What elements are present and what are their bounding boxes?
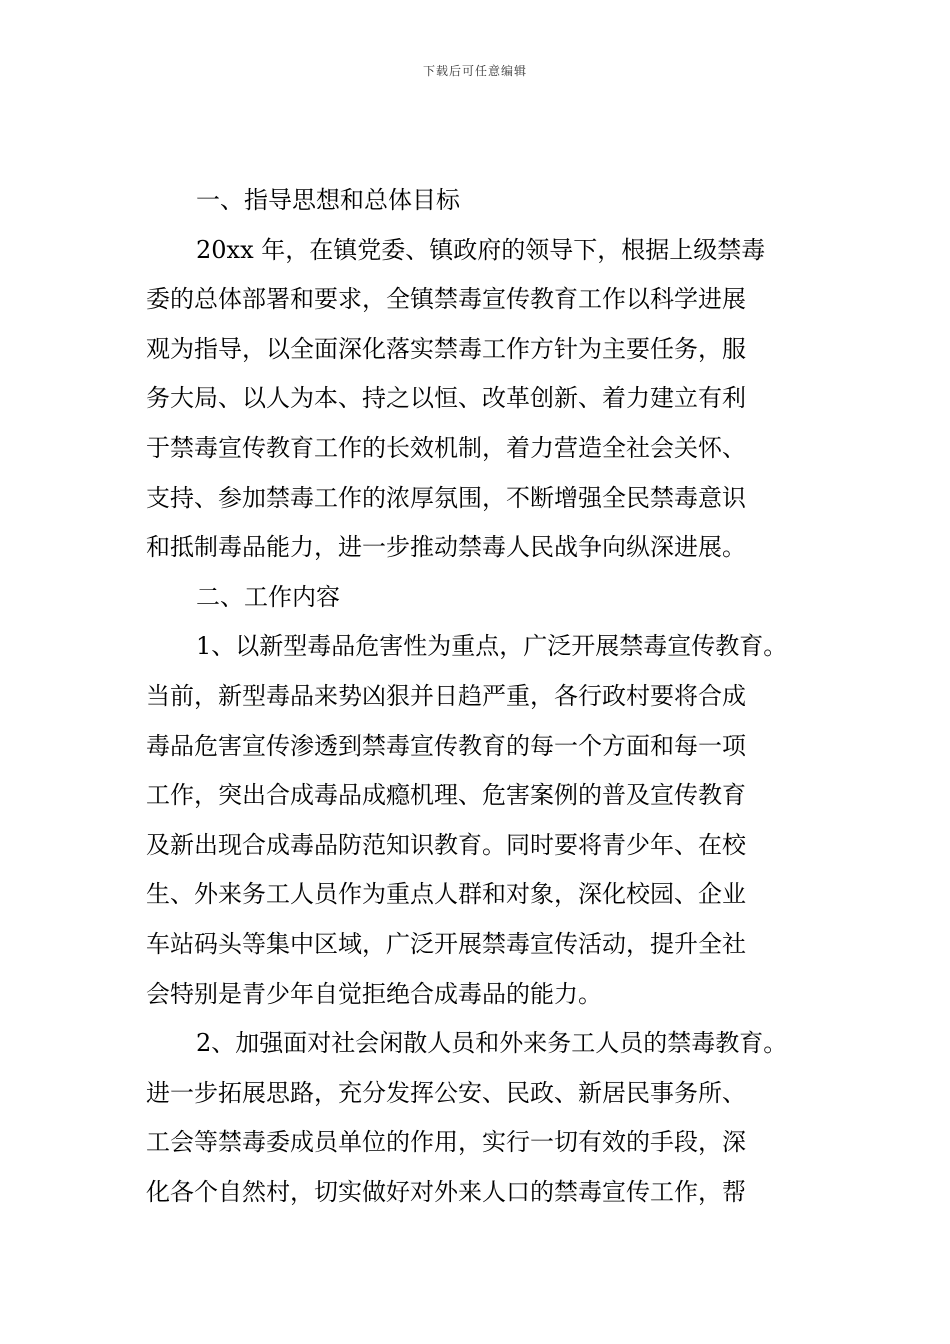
section-heading-1: 一、指导思想和总体目标 <box>196 186 460 214</box>
paragraph-line: 化各个自然村，切实做好对外来人口的禁毒宣传工作，帮 <box>146 1177 746 1206</box>
paragraph-line: 观为指导，以全面深化落实禁毒工作方针为主要任务，服 <box>146 334 746 363</box>
paragraph-line: 务大局、以人为本、持之以恒、改革创新、着力建立有利 <box>146 384 746 413</box>
paragraph-line: 及新出现合成毒品防范知识教育。同时要将青少年、在校 <box>146 830 746 859</box>
paragraph-line: 会特别是青少年自觉拒绝合成毒品的能力。 <box>146 979 602 1008</box>
paragraph-line: 1、以新型毒品危害性为重点，广泛开展禁毒宣传教育。 <box>196 632 788 661</box>
paragraph-line: 2、加强面对社会闲散人员和外来务工人员的禁毒教育。 <box>196 1029 788 1058</box>
paragraph-line: 毒品危害宣传渗透到禁毒宣传教育的每一个方面和每一项 <box>146 731 746 760</box>
paragraph-line: 车站码头等集中区域，广泛开展禁毒宣传活动，提升全社 <box>146 929 746 958</box>
document-body <box>146 176 810 1217</box>
paragraph-line: 20xx 年，在镇党委、镇政府的领导下，根据上级禁毒 <box>196 235 766 264</box>
paragraph-line: 工会等禁毒委成员单位的作用，实行一切有效的手段，深 <box>146 1128 746 1157</box>
section-heading-2: 二、工作内容 <box>196 582 340 611</box>
paragraph-line: 工作，突出合成毒品成瘾机理、危害案例的普及宣传教育 <box>146 781 746 810</box>
paragraph-line: 于禁毒宣传教育工作的长效机制，着力营造全社会关怀、 <box>146 433 746 462</box>
paragraph-line: 生、外来务工人员作为重点人群和对象，深化校园、企业 <box>146 880 746 909</box>
paragraph-line: 委的总体部署和要求，全镇禁毒宣传教育工作以科学进展 <box>146 285 746 314</box>
paragraph-line: 当前，新型毒品来势凶狠并日趋严重，各行政村要将合成 <box>146 681 746 710</box>
paragraph-line: 和抵制毒品能力，进一步推动禁毒人民战争向纵深进展。 <box>146 533 746 562</box>
page-header-note: 下载后可任意编辑 <box>422 64 527 78</box>
paragraph-line: 支持、参加禁毒工作的浓厚氛围，不断增强全民禁毒意识 <box>146 483 746 512</box>
paragraph-line: 进一步拓展思路，充分发挥公安、民政、新居民事务所、 <box>146 1078 746 1107</box>
